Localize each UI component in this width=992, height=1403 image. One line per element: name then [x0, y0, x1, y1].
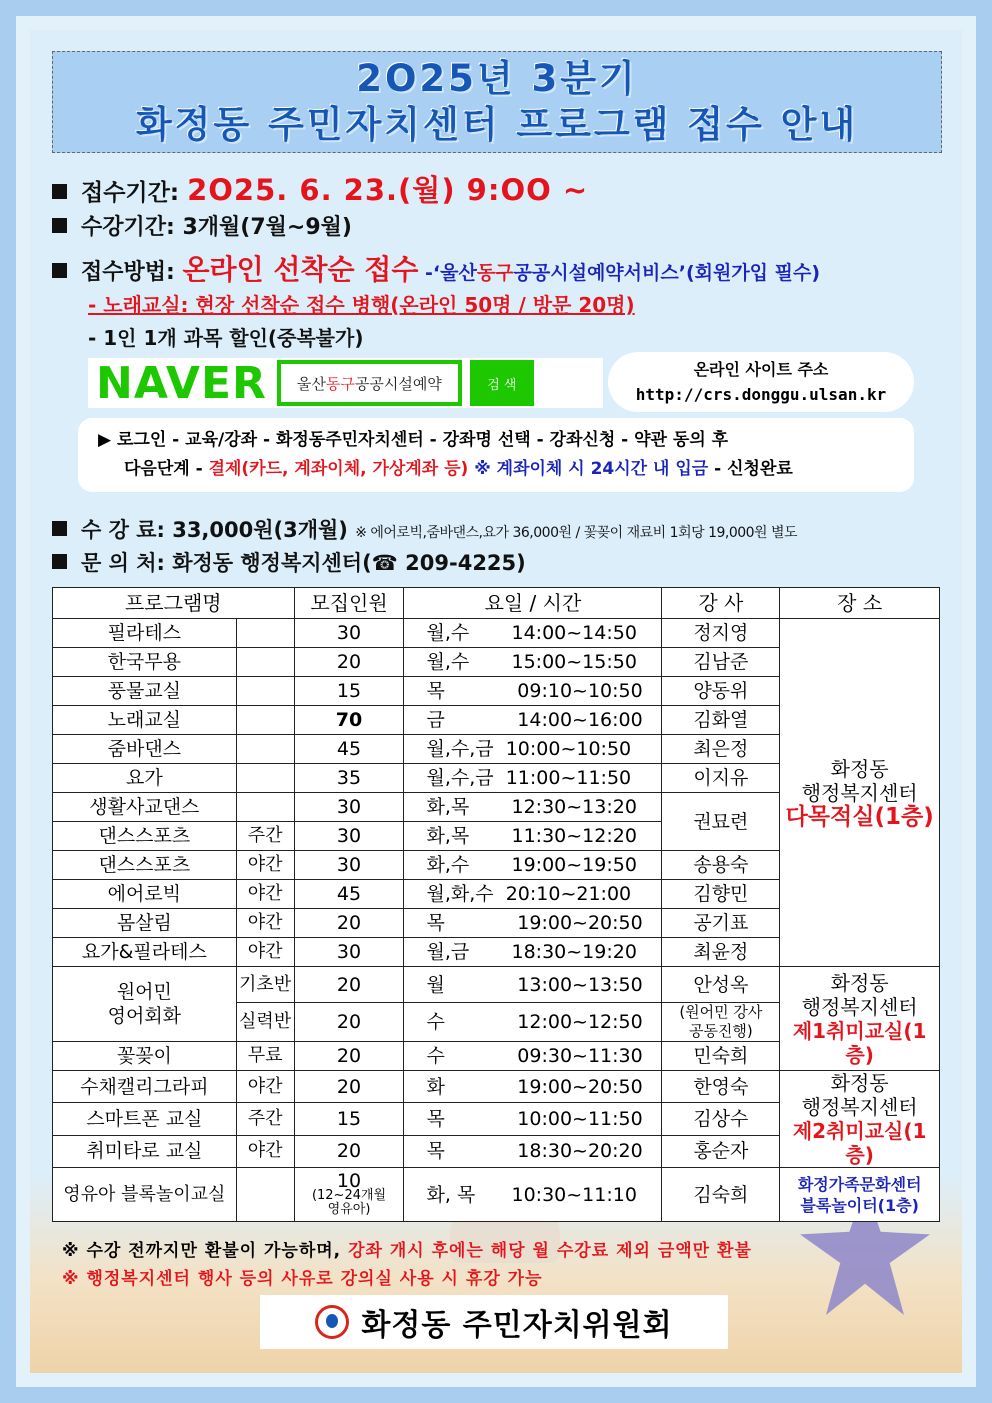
- header-count: 모집인원: [294, 588, 404, 619]
- header-time: 요일 / 시간: [404, 588, 662, 619]
- bullet-square-icon: [52, 554, 67, 569]
- table-row: 에어로빅 야간 45 월,화,수 20:10~21:00 김향민: [53, 880, 940, 909]
- naver-search-box[interactable]: 울산 동구 공공시설예약: [277, 360, 462, 406]
- organizer-footer: [260, 1295, 728, 1349]
- place-multipurpose: 화정동 행정복지센터 다목적실(1층): [780, 619, 940, 967]
- discount-note: - 1인 1개 과목 할인(중복불가): [88, 326, 364, 350]
- table-row: 풍물교실 15 목 09:10~10:50 양동위: [53, 677, 940, 706]
- method-value: 온라인 선착순 접수: [182, 253, 419, 286]
- bullet-square-icon: [52, 521, 67, 536]
- period-value: 2O25. 6. 23.(월) 9:OO ~: [187, 173, 589, 207]
- fee-value: 33,000원(3개월): [172, 518, 348, 542]
- course-value: 3개월(7월~9월): [182, 215, 352, 240]
- table-row: 수채캘리그라피 야간 20 화 19:00~20:50 한영숙 화정동 행정복지센터 제2취미교실(1층): [53, 1071, 940, 1103]
- period-row: 접수기간: 2O25. 6. 23.(월) 9:OO ~: [52, 168, 588, 209]
- header-teacher: 강 사: [662, 588, 780, 619]
- bullet-square-icon: [52, 218, 67, 233]
- table-row: 댄스스포츠 야간 30 화,수 19:00~19:50 송용숙: [53, 851, 940, 880]
- fee-row: 수 강 료: 33,000원(3개월) ※ 에어로빅,줌바댄스,요가 36,000원 / 꽃꽂이 재료비 1회당 19,000원 별도: [52, 514, 797, 544]
- place-hobby-room-1: 화정동 행정복지센터 제1취미교실(1층): [780, 967, 940, 1071]
- table-row: 스마트폰 교실 주간 15 목 10:00~11:50 김상수: [53, 1103, 940, 1135]
- contact-row: 문 의 처: 화정동 행정복지센터(☎ 209-4225): [52, 547, 526, 577]
- course-row: 수강기간: 3개월(7월~9월): [52, 210, 352, 241]
- application-steps: [78, 418, 914, 492]
- table-row: 한국무용 20 월,수 15:00~15:50 김남준: [53, 648, 940, 677]
- table-row: 요가&필라테스 야간 30 월,금 18:30~19:20 최윤정: [53, 938, 940, 967]
- table-row: 취미타로 교실 야간 20 목 18:30~20:20 홍순자: [53, 1135, 940, 1167]
- program-table: [52, 587, 940, 1222]
- steps-line-2: 다음단계 - 결제(카드, 계좌이체, 가상계좌 등) ※ 계좌이체 시 24시간 내 입금 - 신청완료: [124, 459, 793, 479]
- closure-note: ※ 행정복지센터 행사 등의 사유로 강의실 사용 시 휴강 가능: [62, 1269, 543, 1289]
- place-hobby-room-2: 화정동 행정복지센터 제2취미교실(1층): [780, 1071, 940, 1168]
- title-banner: [52, 51, 942, 153]
- table-row: 실력반 20 수 12:00~12:50 (원어민 강사 공동진행): [53, 1003, 940, 1042]
- online-site-box: [608, 352, 914, 412]
- naver-logo: NAVER: [96, 357, 267, 409]
- naver-search-button[interactable]: 검 색: [470, 360, 534, 406]
- bullet-square-icon: [52, 263, 67, 278]
- table-header-row: [53, 588, 940, 619]
- title-line-2: 화정동 주민자치센터 프로그램 접수 안내: [135, 103, 859, 146]
- table-row: 줌바댄스 45 월,수,금 10:00~10:50 최은정: [53, 735, 940, 764]
- contact-value: 화정동 행정복지센터(☎ 209-4225): [172, 551, 526, 575]
- table-row: 원어민 영어회화 기초반 20 월 13:00~13:50 안성옥 화정동 행정복지센터 제1취미교실(1층): [53, 967, 940, 1003]
- table-row: 영유아 블록놀이교실 10 (12~24개월 영유아) 화, 목 10:30~11:10 김숙희 화정가족문화센터 블록놀이터(1층): [53, 1168, 940, 1222]
- header-place: 장 소: [780, 588, 940, 619]
- place-block-play: 화정가족문화센터 블록놀이터(1층): [780, 1168, 940, 1222]
- table-row: 필라테스 30 월,수 14:00~14:50 정지영 화정동 행정복지센터 다목적실(1층): [53, 619, 940, 648]
- district-emblem-icon: [315, 1305, 349, 1339]
- table-row: 댄스스포츠 주간 30 화,목 11:30~12:20: [53, 822, 940, 851]
- header-program: 프로그램명: [53, 588, 295, 619]
- site-url[interactable]: http://crs.donggu.ulsan.kr: [635, 385, 887, 404]
- table-row: 생활사교댄스 30 화,목 12:30~13:20 권묘련: [53, 793, 940, 822]
- table-row: 꽃꽂이 무료 20 수 09:30~11:30 민숙희: [53, 1042, 940, 1071]
- naver-search-banner: [88, 358, 603, 408]
- table-row: 요가 35 월,수,금 11:00~11:50 이지유: [53, 764, 940, 793]
- site-label: 온라인 사이트 주소: [693, 360, 829, 379]
- steps-line-1: ▶ 로그인 - 교육/강좌 - 화정동주민자치센터 - 강좌명 선택 - 강좌신청 - 약관 동의 후: [98, 430, 729, 450]
- table-row: 몸살림 야간 20 목 19:00~20:50 공기표: [53, 909, 940, 938]
- refund-note: ※ 수강 전까지만 환불이 가능하며, 강좌 개시 후에는 해당 월 수강료 제외 금액만 환불: [62, 1241, 752, 1261]
- table-row: 노래교실 70 금 14:00~16:00 김화열: [53, 706, 940, 735]
- karaoke-note: - 노래교실: 현장 선착순 접수 병행(온라인 50명 / 방문 20명): [88, 293, 635, 317]
- method-row: 접수방법: 온라인 선착순 접수 -‘울산동구공공시설예약서비스’(회원가입 필수): [52, 248, 820, 288]
- organizer-name: 화정동 주민자치위원회: [361, 1308, 673, 1343]
- bullet-square-icon: [52, 184, 67, 199]
- title-line-1: 2O25년 3분기: [356, 57, 638, 100]
- fee-note: ※ 에어로빅,줌바댄스,요가 36,000원 / 꽃꽂이 재료비 1회당 19,000원 별도: [355, 525, 798, 541]
